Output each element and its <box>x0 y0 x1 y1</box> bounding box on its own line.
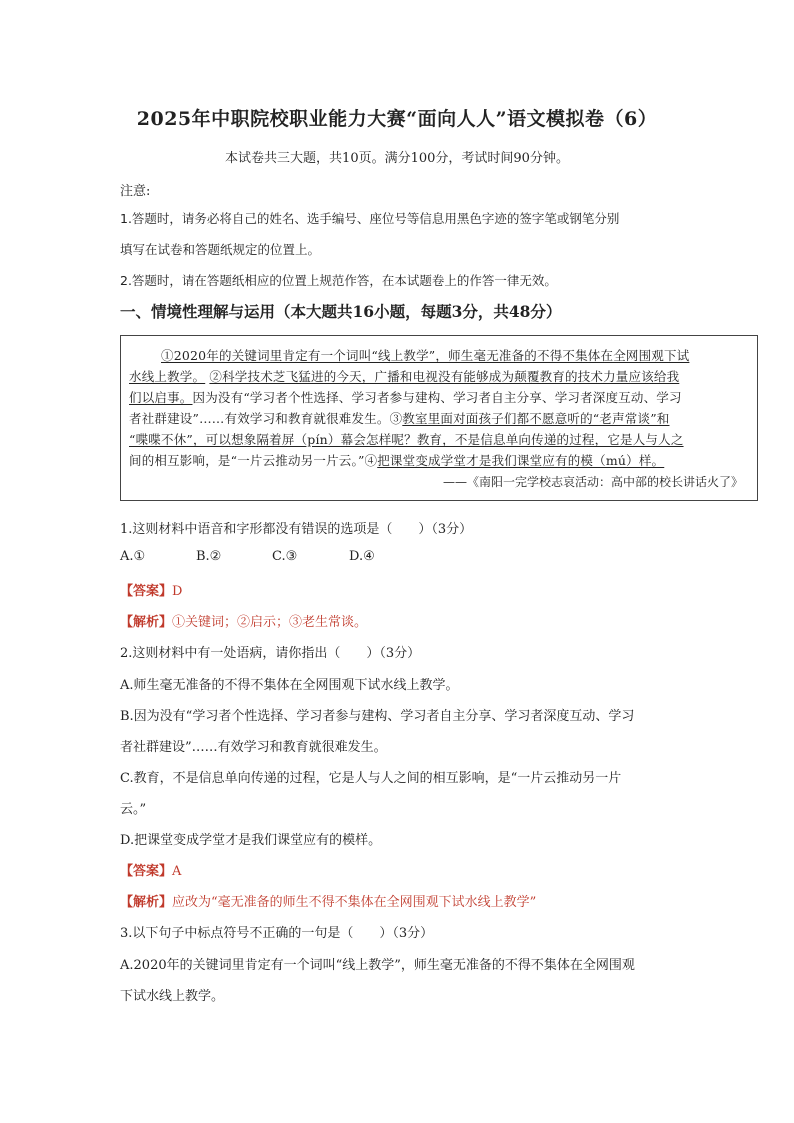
passage-segment: 水线上教学。 <box>129 369 206 384</box>
question-2-option-a: A.师生毫无准备的不得不集体在全网围观下试水线上教学。 <box>120 678 459 693</box>
question-2-option-d: D.把课堂变成学堂才是我们课堂应有的模样。 <box>120 833 382 848</box>
question-3-option-a-line-2: 下试水线上教学。 <box>120 989 225 1004</box>
passage-segment: 者社群建设”……有效学习和教育就很难发生。③ <box>129 411 403 426</box>
answer-value: A <box>172 864 182 879</box>
passage-line-4 <box>129 409 669 427</box>
passage-segment: 教室里面对面孩子们都不愿意听的“老声常谈”和 <box>402 411 670 426</box>
passage-source: ——《南阳一完学校志哀活动：高中部的校长讲话火了》 <box>442 475 743 489</box>
question-1-stem: 1.这则材料中语音和字形都没有错误的选项是（ ）（3分） <box>120 522 473 537</box>
reading-passage <box>120 335 758 501</box>
analysis-text: 应改为“毫无准备的师生不得不集体在全网围观下试水线上教学” <box>172 895 537 910</box>
passage-line-6 <box>129 451 664 469</box>
question-1-option-d: D.④ <box>349 549 375 564</box>
notice-item-1-line-1: 1.答题时，请务必将自己的姓名、选手编号、座位号等信息用黑色字迹的签字笔或钢笔分别 <box>120 211 620 226</box>
section-heading: 一、情境性理解与运用（本大题共16小题，每题3分，共48分） <box>120 302 562 321</box>
analysis-text: ①关键词；②启示；③老生常谈。 <box>172 615 368 630</box>
passage-segment: 把课堂变成学堂才是我们课堂应有的模（mú）样。 <box>377 453 665 468</box>
answer-value: D <box>172 584 183 599</box>
question-3-option-a-line-1: A.2020年的关键词里肯定有一个词叫“线上教学”，师生毫无准备的不得不集体在全网围观 <box>120 958 635 973</box>
passage-segment: ①2020年的关键词里肯定有一个词叫“线上教学”，师生毫无准备的不得不集体在全网围观下试 <box>161 348 690 363</box>
analysis-label: 【解析】 <box>120 615 173 630</box>
question-1-analysis <box>120 611 367 630</box>
question-1-option-c: C.③ <box>272 549 298 564</box>
notice-label: 注意: <box>120 184 151 199</box>
question-2-option-b-line-2: 者社群建设”……有效学习和教育就很难发生。 <box>120 740 387 755</box>
question-1-option-b: B.② <box>196 549 222 564</box>
question-2-stem: 2.这则材料中有一处语病，请你指出（ ）（3分） <box>120 646 421 661</box>
answer-label: 【答案】 <box>120 584 173 599</box>
passage-line-2 <box>129 367 679 385</box>
analysis-label: 【解析】 <box>120 895 173 910</box>
question-1-option-a: A.① <box>120 549 146 564</box>
passage-line-1 <box>161 346 689 364</box>
passage-segment: “喋喋不休”，可以想象隔着屏（pín）幕会怎样呢？教育，不是信息单向传递的过程，它是人与人之 <box>129 432 684 447</box>
answer-label: 【答案】 <box>120 864 173 879</box>
question-1-answer <box>120 580 182 599</box>
passage-segment: 间的相互影响，是“一片云推动另一片云。”④ <box>129 453 378 468</box>
passage-segment: 们以启事。 <box>129 390 193 405</box>
question-2-option-c-line-1: C.教育，不是信息单向传递的过程，它是人与人之间的相互影响，是“一片云推动另一片 <box>120 771 622 786</box>
exam-info: 本试卷共三大题，共10页。满分100分，考试时间90分钟。 <box>225 151 569 166</box>
question-2-analysis <box>120 891 536 910</box>
passage-line-5 <box>129 430 684 448</box>
passage-segment: ②科学技术芝飞猛进的今天，广播和电视没有能够成为颠覆教育的技术力量应该给我 <box>209 369 680 384</box>
question-2-option-c-line-2: 云。” <box>120 802 147 817</box>
notice-item-2: 2.答题时，请在答题纸相应的位置上规范作答，在本试题卷上的作答一律无效。 <box>120 273 557 288</box>
passage-segment: 因为没有“学习者个性选择、学习者参与建构、学习者自主分享、学习者深度互动、学习 <box>192 390 682 405</box>
passage-line-3 <box>129 388 682 406</box>
question-2-option-b-line-1: B.因为没有“学习者个性选择、学习者参与建构、学习者自主分享、学习者深度互动、学习 <box>120 709 635 724</box>
question-2-answer <box>120 860 181 879</box>
notice-item-1-line-2: 填写在试卷和答题纸规定的位置上。 <box>120 242 321 257</box>
question-3-stem: 3.以下句子中标点符号不正确的一句是（ ）（3分） <box>120 926 434 941</box>
page-title: 2025年中职院校职业能力大赛“面向人人”语文模拟卷（6） <box>136 108 658 130</box>
